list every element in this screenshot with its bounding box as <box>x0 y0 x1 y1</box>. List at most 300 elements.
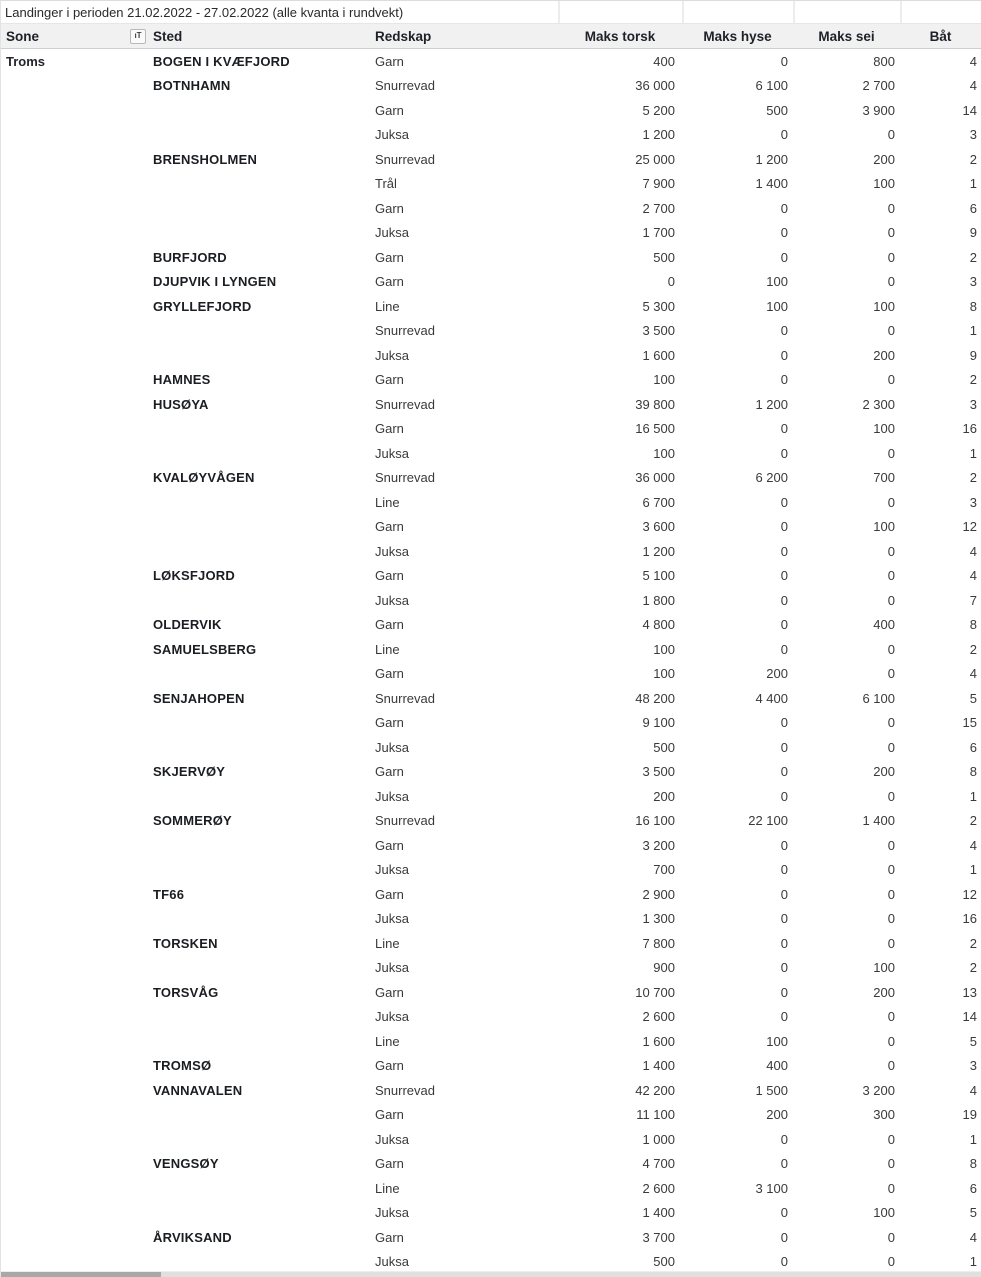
sone-header-label: Sone <box>6 28 40 44</box>
zone-cell[interactable] <box>1 1176 150 1201</box>
place-cell[interactable] <box>150 907 365 932</box>
maks-sei-cell: 200 <box>873 764 895 780</box>
maks-sei-cell: 2 700 <box>862 78 895 94</box>
place-cell[interactable] <box>150 515 365 540</box>
zone-cell[interactable] <box>1 147 150 172</box>
gear-cell[interactable]: Juksa <box>375 543 409 559</box>
table-row <box>1 1127 981 1152</box>
maks-torsk-cell: 3 700 <box>642 1229 675 1245</box>
place-cell[interactable]: ÅRVIKSAND <box>153 1229 232 1245</box>
zone-cell[interactable] <box>1 1029 150 1054</box>
maks-sei-cell: 400 <box>873 617 895 633</box>
bat-cell: 3 <box>969 274 977 290</box>
zone-cell[interactable] <box>1 735 150 760</box>
maks-sei-header-label: Maks sei <box>818 28 875 44</box>
zone-cell[interactable] <box>1 1152 150 1177</box>
bat-cell: 9 <box>969 225 977 241</box>
table-row <box>1 1103 981 1128</box>
column-header-redskap[interactable] <box>365 24 558 48</box>
zone-cell[interactable] <box>1 613 150 638</box>
zone-cell[interactable] <box>1 637 150 662</box>
place-cell[interactable]: SOMMERØY <box>153 813 232 829</box>
gear-cell[interactable]: Juksa <box>375 788 409 804</box>
place-cell[interactable]: TF66 <box>153 886 185 902</box>
place-cell[interactable] <box>150 662 365 687</box>
bat-cell: 9 <box>969 347 977 363</box>
zone-cell[interactable] <box>1 319 150 344</box>
maks-sei-cell: 0 <box>887 862 895 878</box>
gear-cell[interactable]: Snurrevad <box>375 690 435 706</box>
zone-cell[interactable] <box>1 417 150 442</box>
zone-cell[interactable] <box>1 294 150 319</box>
gear-cell[interactable]: Garn <box>375 1107 404 1123</box>
place-cell[interactable] <box>150 196 365 221</box>
table-row <box>1 980 981 1005</box>
table-row <box>1 735 981 760</box>
gear-cell[interactable]: Garn <box>375 102 404 118</box>
maks-hyse-cell: 0 <box>780 445 788 461</box>
gear-cell[interactable]: Snurrevad <box>375 1082 435 1098</box>
maks-torsk-cell: 16 100 <box>635 813 675 829</box>
zone-cell[interactable] <box>1 245 150 270</box>
bat-cell: 4 <box>969 53 977 69</box>
maks-hyse-cell: 6 200 <box>755 470 788 486</box>
gear-cell[interactable]: Line <box>375 935 400 951</box>
bat-cell: 16 <box>962 421 977 437</box>
maks-hyse-cell: 0 <box>780 764 788 780</box>
place-cell[interactable] <box>150 833 365 858</box>
zone-cell[interactable] <box>1 711 150 736</box>
maks-hyse-cell: 500 <box>766 102 788 118</box>
gear-cell[interactable]: Garn <box>375 1058 404 1074</box>
table-row <box>1 931 981 956</box>
gear-cell[interactable]: Garn <box>375 568 404 584</box>
place-cell[interactable]: BOTNHAMN <box>153 78 231 94</box>
maks-hyse-cell: 100 <box>766 298 788 314</box>
zone-cell[interactable] <box>1 270 150 295</box>
bat-cell: 8 <box>969 298 977 314</box>
table-row <box>1 1005 981 1030</box>
maks-torsk-cell: 500 <box>653 1254 675 1270</box>
place-cell[interactable] <box>150 1176 365 1201</box>
gear-cell[interactable]: Juksa <box>375 1009 409 1025</box>
bat-cell: 14 <box>962 102 977 118</box>
place-cell[interactable] <box>150 735 365 760</box>
place-cell[interactable] <box>150 858 365 883</box>
maks-torsk-cell: 5 300 <box>642 298 675 314</box>
place-cell[interactable] <box>150 490 365 515</box>
place-cell[interactable] <box>150 1103 365 1128</box>
maks-hyse-cell: 1 200 <box>755 151 788 167</box>
gear-cell[interactable]: Juksa <box>375 960 409 976</box>
zone-cell[interactable] <box>1 760 150 785</box>
place-cell[interactable]: OLDERVIK <box>153 617 222 633</box>
zone-cell[interactable] <box>1 1201 150 1226</box>
maks-hyse-cell: 1 200 <box>755 396 788 412</box>
maks-torsk-cell: 400 <box>653 53 675 69</box>
table-row <box>1 1201 981 1226</box>
maks-torsk-cell: 1 800 <box>642 592 675 608</box>
maks-sei-cell: 0 <box>887 739 895 755</box>
place-cell[interactable]: SKJERVØY <box>153 764 226 780</box>
gear-cell[interactable]: Garn <box>375 249 404 265</box>
gear-cell[interactable]: Garn <box>375 666 404 682</box>
column-header-sone[interactable] <box>1 24 150 48</box>
zone-cell[interactable] <box>1 1127 150 1152</box>
zone-cell[interactable] <box>1 1103 150 1128</box>
gear-cell[interactable]: Juksa <box>375 445 409 461</box>
table-row <box>1 858 981 883</box>
maks-torsk-cell: 5 100 <box>642 568 675 584</box>
zone-cell[interactable] <box>1 662 150 687</box>
place-cell[interactable] <box>150 711 365 736</box>
maks-torsk-cell: 2 700 <box>642 200 675 216</box>
zone-cell[interactable] <box>1 1005 150 1030</box>
maks-sei-cell: 0 <box>887 1033 895 1049</box>
place-cell[interactable] <box>150 1201 365 1226</box>
zone-cell[interactable] <box>1 980 150 1005</box>
maks-torsk-cell: 1 400 <box>642 1058 675 1074</box>
table-row <box>1 172 981 197</box>
maks-sei-cell: 800 <box>873 53 895 69</box>
maks-torsk-cell: 100 <box>653 372 675 388</box>
maks-hyse-cell: 0 <box>780 935 788 951</box>
zone-cell[interactable] <box>1 686 150 711</box>
table-row <box>1 196 981 221</box>
place-cell[interactable]: KVALØYVÅGEN <box>153 470 255 486</box>
bat-cell: 2 <box>969 470 977 486</box>
bat-cell: 3 <box>969 127 977 143</box>
bat-cell: 3 <box>969 494 977 510</box>
table-row <box>1 539 981 564</box>
maks-torsk-cell: 1 300 <box>642 911 675 927</box>
zone-cell[interactable] <box>1 833 150 858</box>
gear-cell[interactable]: Garn <box>375 1229 404 1245</box>
maks-sei-cell: 0 <box>887 935 895 951</box>
place-cell[interactable]: HAMNES <box>153 372 211 388</box>
gear-cell[interactable]: Garn <box>375 617 404 633</box>
column-header-row <box>1 24 981 49</box>
maks-sei-cell: 0 <box>887 372 895 388</box>
table-row <box>1 784 981 809</box>
maks-hyse-cell: 0 <box>780 911 788 927</box>
maks-sei-cell: 100 <box>873 1205 895 1221</box>
maks-sei-cell: 0 <box>887 886 895 902</box>
gear-cell[interactable]: Garn <box>375 200 404 216</box>
bat-cell: 4 <box>969 1082 977 1098</box>
place-cell[interactable]: BOGEN I KVÆFJORD <box>153 53 290 69</box>
table-row <box>1 515 981 540</box>
table-row <box>1 662 981 687</box>
zone-cell[interactable] <box>1 931 150 956</box>
zone-cell[interactable] <box>1 907 150 932</box>
table-row <box>1 564 981 589</box>
place-cell[interactable] <box>150 441 365 466</box>
zone-cell[interactable] <box>1 466 150 491</box>
maks-sei-cell: 0 <box>887 666 895 682</box>
maks-torsk-cell: 6 700 <box>642 494 675 510</box>
maks-hyse-cell: 0 <box>780 617 788 633</box>
gear-cell[interactable]: Juksa <box>375 127 409 143</box>
zone-cell[interactable] <box>1 784 150 809</box>
bat-cell: 1 <box>969 445 977 461</box>
zone-cell[interactable] <box>1 172 150 197</box>
bat-cell: 3 <box>969 1058 977 1074</box>
table-row <box>1 319 981 344</box>
table-row <box>1 49 981 74</box>
zone-cell[interactable] <box>1 539 150 564</box>
zone-cell[interactable] <box>1 1078 150 1103</box>
place-cell[interactable]: SAMUELSBERG <box>153 641 257 657</box>
maks-sei-cell: 0 <box>887 1229 895 1245</box>
maks-torsk-cell: 7 900 <box>642 176 675 192</box>
bat-cell: 13 <box>962 984 977 1000</box>
maks-sei-cell: 0 <box>887 837 895 853</box>
maks-sei-cell: 100 <box>873 298 895 314</box>
place-cell[interactable]: DJUPVIK I LYNGEN <box>153 274 277 290</box>
table-row <box>1 1225 981 1250</box>
gear-cell[interactable]: Garn <box>375 372 404 388</box>
maks-sei-cell: 3 200 <box>862 1082 895 1098</box>
gear-cell[interactable]: Garn <box>375 519 404 535</box>
scrollbar-thumb[interactable] <box>1 1272 161 1277</box>
maks-hyse-cell: 0 <box>780 788 788 804</box>
maks-torsk-cell: 1 400 <box>642 1205 675 1221</box>
gear-cell[interactable]: Garn <box>375 886 404 902</box>
zone-cell[interactable] <box>1 196 150 221</box>
gear-cell[interactable]: Snurrevad <box>375 151 435 167</box>
gear-cell[interactable]: Juksa <box>375 1254 409 1270</box>
maks-hyse-cell: 1 500 <box>755 1082 788 1098</box>
place-cell[interactable] <box>150 123 365 148</box>
zone-cell[interactable]: Troms <box>6 53 46 69</box>
column-header-sted[interactable] <box>150 24 365 48</box>
maks-hyse-cell: 0 <box>780 862 788 878</box>
place-cell[interactable]: LØKSFJORD <box>153 568 235 584</box>
gear-cell[interactable]: Garn <box>375 53 404 69</box>
maks-torsk-cell: 900 <box>653 960 675 976</box>
place-cell[interactable] <box>150 784 365 809</box>
maks-sei-cell: 3 900 <box>862 102 895 118</box>
gear-cell[interactable]: Line <box>375 494 400 510</box>
place-cell[interactable]: BRENSHOLMEN <box>153 151 258 167</box>
table-row <box>1 882 981 907</box>
zone-cell[interactable] <box>1 490 150 515</box>
place-cell[interactable] <box>150 1005 365 1030</box>
table-row <box>1 98 981 123</box>
gear-cell[interactable]: Juksa <box>375 862 409 878</box>
maks-hyse-cell: 0 <box>780 1254 788 1270</box>
place-cell[interactable] <box>150 417 365 442</box>
zone-cell[interactable] <box>1 588 150 613</box>
place-cell[interactable]: VANNAVALEN <box>153 1082 243 1098</box>
zone-cell[interactable] <box>1 956 150 981</box>
gear-cell[interactable]: Line <box>375 641 400 657</box>
maks-hyse-cell: 0 <box>780 1131 788 1147</box>
zone-cell[interactable] <box>1 98 150 123</box>
maks-hyse-cell: 0 <box>780 347 788 363</box>
maks-sei-cell: 0 <box>887 568 895 584</box>
maks-hyse-cell: 0 <box>780 323 788 339</box>
zone-cell[interactable] <box>1 564 150 589</box>
gear-cell[interactable]: Juksa <box>375 225 409 241</box>
gear-cell[interactable]: Garn <box>375 274 404 290</box>
place-cell[interactable]: TORSKEN <box>153 935 218 951</box>
column-header-maks-hyse[interactable] <box>682 24 793 48</box>
place-cell[interactable]: HUSØYA <box>153 396 209 412</box>
bat-cell: 6 <box>969 200 977 216</box>
maks-sei-cell: 0 <box>887 1254 895 1270</box>
maks-sei-cell: 0 <box>887 543 895 559</box>
gear-cell[interactable]: Garn <box>375 1156 404 1172</box>
place-cell[interactable] <box>150 1127 365 1152</box>
place-cell[interactable]: BURFJORD <box>153 249 227 265</box>
bat-cell: 12 <box>962 519 977 535</box>
zone-cell[interactable] <box>1 858 150 883</box>
place-cell[interactable] <box>150 221 365 246</box>
zone-cell[interactable] <box>1 74 150 99</box>
gear-cell[interactable]: Garn <box>375 984 404 1000</box>
gear-cell[interactable]: Snurrevad <box>375 396 435 412</box>
gear-cell[interactable]: Snurrevad <box>375 813 435 829</box>
gear-cell[interactable]: Snurrevad <box>375 78 435 94</box>
gear-cell[interactable]: Trål <box>375 176 397 192</box>
bat-cell: 5 <box>969 1033 977 1049</box>
title-empty-cell <box>900 1 981 23</box>
gear-cell[interactable]: Snurrevad <box>375 470 435 486</box>
gear-cell[interactable]: Garn <box>375 421 404 437</box>
place-cell[interactable]: TROMSØ <box>153 1058 212 1074</box>
zone-cell[interactable] <box>1 343 150 368</box>
bat-cell: 2 <box>969 151 977 167</box>
maks-torsk-cell: 5 200 <box>642 102 675 118</box>
gear-cell[interactable]: Garn <box>375 764 404 780</box>
maks-torsk-cell: 1 600 <box>642 347 675 363</box>
zone-cell[interactable] <box>1 809 150 834</box>
gear-cell[interactable]: Juksa <box>375 347 409 363</box>
gear-cell[interactable]: Snurrevad <box>375 323 435 339</box>
bat-cell: 4 <box>969 78 977 94</box>
maks-sei-cell: 0 <box>887 127 895 143</box>
maks-hyse-cell: 0 <box>780 984 788 1000</box>
gear-cell[interactable]: Garn <box>375 837 404 853</box>
maks-torsk-cell: 36 000 <box>635 78 675 94</box>
place-cell[interactable]: SENJAHOPEN <box>153 690 245 706</box>
bat-cell: 2 <box>969 960 977 976</box>
place-cell[interactable] <box>150 956 365 981</box>
maks-hyse-cell: 6 100 <box>755 78 788 94</box>
bat-cell: 1 <box>969 1131 977 1147</box>
gear-cell[interactable]: Juksa <box>375 739 409 755</box>
column-header-maks-sei[interactable] <box>793 24 900 48</box>
filter-icon[interactable]: ıT <box>130 29 146 44</box>
gear-cell[interactable]: Juksa <box>375 592 409 608</box>
zone-cell[interactable] <box>1 441 150 466</box>
maks-hyse-cell: 0 <box>780 739 788 755</box>
table-row <box>1 637 981 662</box>
table-row <box>1 809 981 834</box>
place-cell[interactable] <box>150 1029 365 1054</box>
place-cell[interactable]: TORSVÅG <box>153 984 219 1000</box>
gear-cell[interactable]: Juksa <box>375 1205 409 1221</box>
zone-cell[interactable] <box>1 221 150 246</box>
bat-cell: 6 <box>969 739 977 755</box>
maks-hyse-cell: 400 <box>766 1058 788 1074</box>
place-cell[interactable] <box>150 172 365 197</box>
maks-sei-cell: 0 <box>887 274 895 290</box>
gear-cell[interactable]: Line <box>375 1033 400 1049</box>
maks-hyse-cell: 3 100 <box>755 1180 788 1196</box>
place-cell[interactable]: VENGSØY <box>153 1156 219 1172</box>
place-cell[interactable]: GRYLLEFJORD <box>153 298 252 314</box>
zone-cell[interactable] <box>1 515 150 540</box>
maks-hyse-header-label: Maks hyse <box>703 28 772 44</box>
maks-torsk-cell: 2 600 <box>642 1009 675 1025</box>
column-header-maks-torsk[interactable] <box>558 24 682 48</box>
place-cell[interactable] <box>150 539 365 564</box>
maks-torsk-cell: 1 000 <box>642 1131 675 1147</box>
maks-hyse-cell: 0 <box>780 421 788 437</box>
zone-cell[interactable] <box>1 123 150 148</box>
gear-cell[interactable]: Juksa <box>375 1131 409 1147</box>
horizontal-scrollbar[interactable] <box>1 1271 981 1277</box>
gear-cell[interactable]: Line <box>375 1180 400 1196</box>
maks-torsk-cell: 500 <box>653 739 675 755</box>
bat-cell: 2 <box>969 372 977 388</box>
maks-sei-cell: 0 <box>887 1009 895 1025</box>
maks-torsk-cell: 100 <box>653 445 675 461</box>
maks-hyse-cell: 0 <box>780 641 788 657</box>
bat-cell: 4 <box>969 568 977 584</box>
gear-cell[interactable]: Garn <box>375 715 404 731</box>
maks-torsk-cell: 3 500 <box>642 764 675 780</box>
gear-cell[interactable]: Juksa <box>375 911 409 927</box>
place-cell[interactable] <box>150 319 365 344</box>
table-row <box>1 1176 981 1201</box>
maks-sei-cell: 0 <box>887 715 895 731</box>
place-cell[interactable] <box>150 588 365 613</box>
bat-cell: 5 <box>969 1205 977 1221</box>
maks-sei-cell: 0 <box>887 592 895 608</box>
title-empty-cell <box>558 1 682 23</box>
table-row <box>1 466 981 491</box>
zone-cell[interactable] <box>1 368 150 393</box>
table-row <box>1 760 981 785</box>
maks-hyse-cell: 1 400 <box>755 176 788 192</box>
maks-torsk-cell: 1 200 <box>642 127 675 143</box>
table-row <box>1 123 981 148</box>
table-row <box>1 270 981 295</box>
place-cell[interactable] <box>150 98 365 123</box>
maks-torsk-cell: 3 500 <box>642 323 675 339</box>
maks-torsk-cell: 3 200 <box>642 837 675 853</box>
zone-cell[interactable] <box>1 1225 150 1250</box>
place-cell[interactable] <box>150 343 365 368</box>
bat-cell: 1 <box>969 1254 977 1270</box>
bat-cell: 6 <box>969 1180 977 1196</box>
maks-hyse-cell: 0 <box>780 53 788 69</box>
zone-cell[interactable] <box>1 392 150 417</box>
maks-torsk-cell: 10 700 <box>635 984 675 1000</box>
gear-cell[interactable]: Line <box>375 298 400 314</box>
column-header-bat[interactable] <box>900 24 981 48</box>
maks-hyse-cell: 0 <box>780 1205 788 1221</box>
zone-cell[interactable] <box>1 882 150 907</box>
maks-sei-cell: 0 <box>887 249 895 265</box>
bat-cell: 19 <box>962 1107 977 1123</box>
bat-cell: 1 <box>969 862 977 878</box>
zone-cell[interactable] <box>1 1054 150 1079</box>
